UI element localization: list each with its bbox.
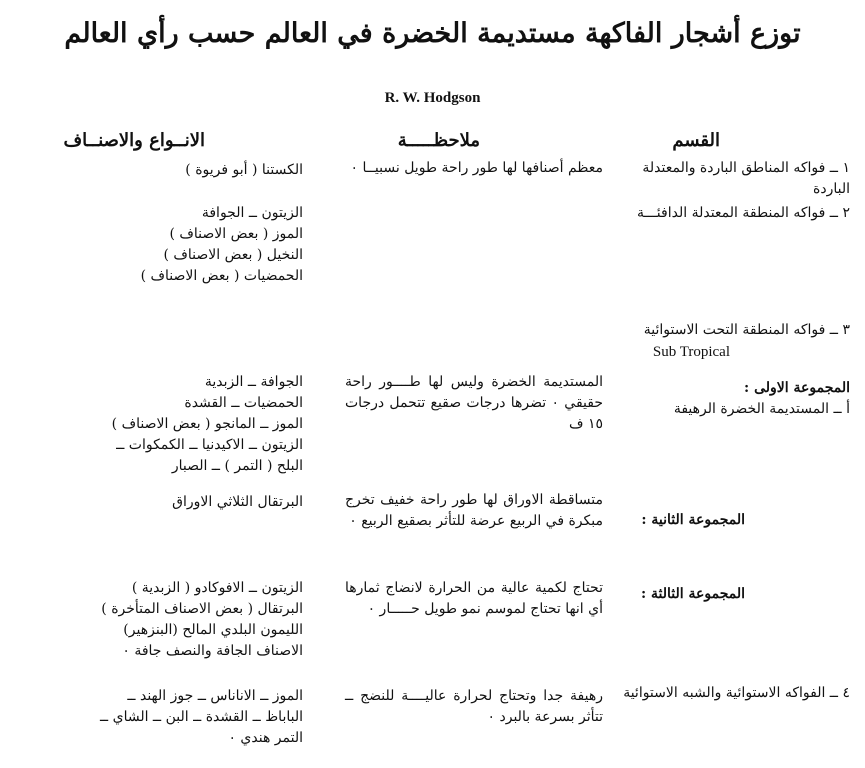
row3-category: ٣ ــ فواكه المنطقة التحت الاستوائية [643, 322, 850, 338]
row2-category: ٢ ــ فواكه المنطقة المعتدلة الدافئـــة [637, 205, 850, 221]
row1-types: الكستنا ( أبو فريوة ) [185, 162, 303, 178]
header-note: ملاحظـــــة [397, 130, 480, 151]
row4-note: رهيفة جدا وتحتاج لحرارة عاليــــة للنضج ــ تتأثر بسرعة بالبرد ٠ [345, 688, 603, 725]
row1-category: ١ ــ فواكه المناطق الباردة والمعتدلة الباردة [642, 160, 850, 197]
document-title: توزع أشجار الفاكهة مستديمة الخضرة في العالم حسب رأي العالم [64, 18, 801, 49]
row1-note: معظم أصنافها لها طور راحة طويل نسبيــا ٠ [350, 160, 603, 176]
header-category: القسم [672, 130, 720, 151]
group3-types: الزيتون ــ الافوكادو ( الزبدية ) البرتقال ( بعض الاصناف المتأخرة ) الليمون البلدي المالح (البنزهير) الاصناف الجافة والنصف جافة ٠ [101, 580, 303, 659]
row3-category-english: Sub Tropical [652, 344, 730, 360]
group1-note: المستديمة الخضرة وليس لها طــــور راحة حقيقي ٠ تضرها درجات صقيع تتحمل درجات ١٥ ف [345, 374, 603, 432]
group2-label: المجموعة الثانية : [641, 512, 745, 528]
row4-category: ٤ ــ الفواكه الاستوائية والشبه الاستوائية [623, 685, 850, 701]
author-name: R. W. Hodgson [384, 90, 481, 106]
group1-label: المجموعة الاولى : [744, 380, 850, 396]
row2-types: الزيتون ــ الجوافة الموز ( بعض الاصناف ) النخيل ( بعض الاصناف ) الحمضيات ( بعض الاصناف ) [140, 205, 303, 284]
group1-types: الجوافة ــ الزبدية الحمضيات ــ القشدة الموز ــ المانجو ( بعض الاصناف ) الزيتون ــ الاكيدنيا ــ الكمكوات ــ البلح ( التمر ) ــ الصبار [111, 374, 303, 474]
group3-note: تحتاج لكمية عالية من الحرارة لانضاج ثمارها أي انها تحتاج لموسم نمو طويل حـــــار ٠ [345, 580, 603, 617]
header-types: الانــواع والاصنــاف [63, 130, 205, 151]
row4-types: الموز ــ الاناناس ــ جوز الهند ــ الباباظ ــ القشدة ــ البن ــ الشاي ــ التمر هندي ٠ [99, 688, 303, 746]
group2-note: متساقطة الاوراق لها طور راحة خفيف تخرج مبكرة في الربيع عرضة للتأثر بصقيع الربيع ٠ [345, 492, 603, 529]
group1-category: أ ــ المستديمة الخضرة الرهيفة [673, 401, 850, 417]
group2-types: البرتقال الثلاثي الاوراق [172, 494, 303, 510]
group3-label: المجموعة الثالثة : [640, 586, 745, 602]
